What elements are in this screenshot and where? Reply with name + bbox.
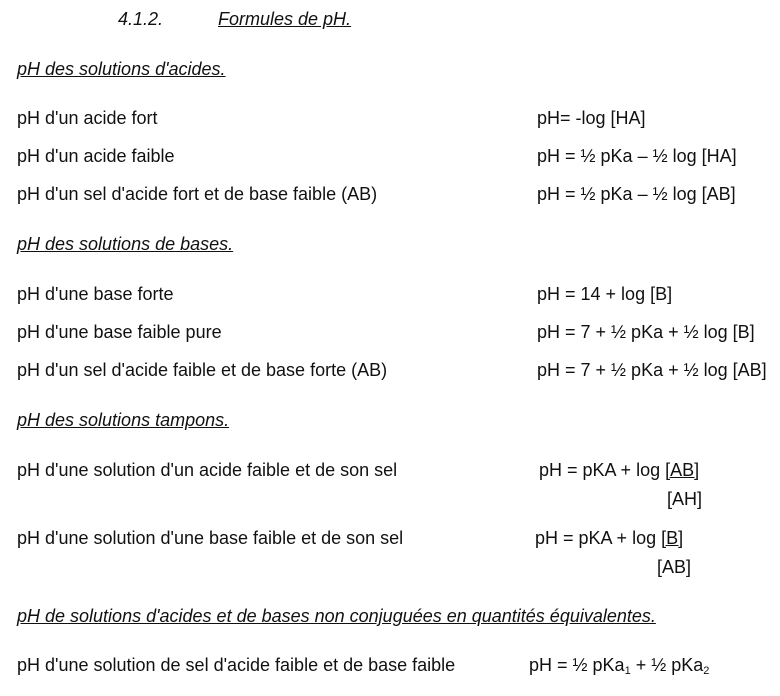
- row-formula-weak-acid: pH = ½ pKa – ½ log [HA]: [537, 146, 737, 166]
- row-label-strong-acid: pH d'un acide fort: [17, 108, 158, 128]
- row-label-salt-strong-acid-weak-base: pH d'un sel d'acide fort et de base faible (AB): [17, 184, 378, 204]
- row-formula-weak-base: pH = 7 + ½ pKa + ½ log [B]: [537, 322, 755, 342]
- subscript-2: 2: [703, 665, 710, 677]
- section-title: Formules de pH.: [218, 9, 352, 29]
- formula-part2: + ½ pKa: [630, 655, 704, 675]
- row-formula-strong-base: pH = 14 + log [B]: [537, 284, 673, 304]
- formula-numerator: [AB]: [665, 460, 700, 480]
- row-formula-buffer-acid: [539, 461, 699, 479]
- formula-prefix: pH = pKA + log: [535, 528, 662, 548]
- subheading-bases: pH des solutions de bases.: [17, 234, 234, 254]
- row-formula-strong-acid: pH= -log [HA]: [537, 108, 646, 128]
- subheading-buffers: pH des solutions tampons.: [17, 410, 230, 430]
- subscript-1: 1: [624, 665, 631, 677]
- row-label-buffer-base: pH d'une solution d'une base faible et de son sel: [17, 528, 404, 548]
- subheading-acids: pH des solutions d'acides.: [17, 59, 226, 79]
- formula-denominator-buffer-acid: [AH]: [667, 489, 703, 509]
- row-label-weak-base: pH d'une base faible pure: [17, 322, 222, 342]
- row-label-salt-weak-acid-strong-base: pH d'un sel d'acide faible et de base forte (AB): [17, 360, 388, 380]
- row-label-salt-weak-acid-weak-base: pH d'une solution de sel d'acide faible et de base faible: [17, 655, 456, 675]
- row-label-strong-base: pH d'une base forte: [17, 284, 174, 304]
- row-formula-salt-weak-acid-weak-base: [529, 655, 710, 677]
- row-label-weak-acid: pH d'un acide faible: [17, 146, 175, 166]
- row-formula-salt-weak-acid-strong-base: pH = 7 + ½ pKa + ½ log [AB]: [537, 360, 767, 380]
- formula-denominator-buffer-base: [AB]: [657, 557, 692, 577]
- formula-part1: pH = ½ pKa: [529, 655, 625, 675]
- row-formula-salt-strong-acid-weak-base: pH = ½ pKa – ½ log [AB]: [537, 184, 736, 204]
- row-formula-buffer-base: [535, 529, 683, 547]
- section-number: 4.1.2.: [118, 9, 164, 29]
- formula-prefix: pH = pKA + log: [539, 460, 666, 480]
- subheading-non-conjugated: pH de solutions d'acides et de bases non conjuguées en quantités équivalentes.: [17, 606, 656, 626]
- formula-numerator: [B]: [661, 528, 684, 548]
- row-label-buffer-acid: pH d'une solution d'un acide faible et de son sel: [17, 460, 398, 480]
